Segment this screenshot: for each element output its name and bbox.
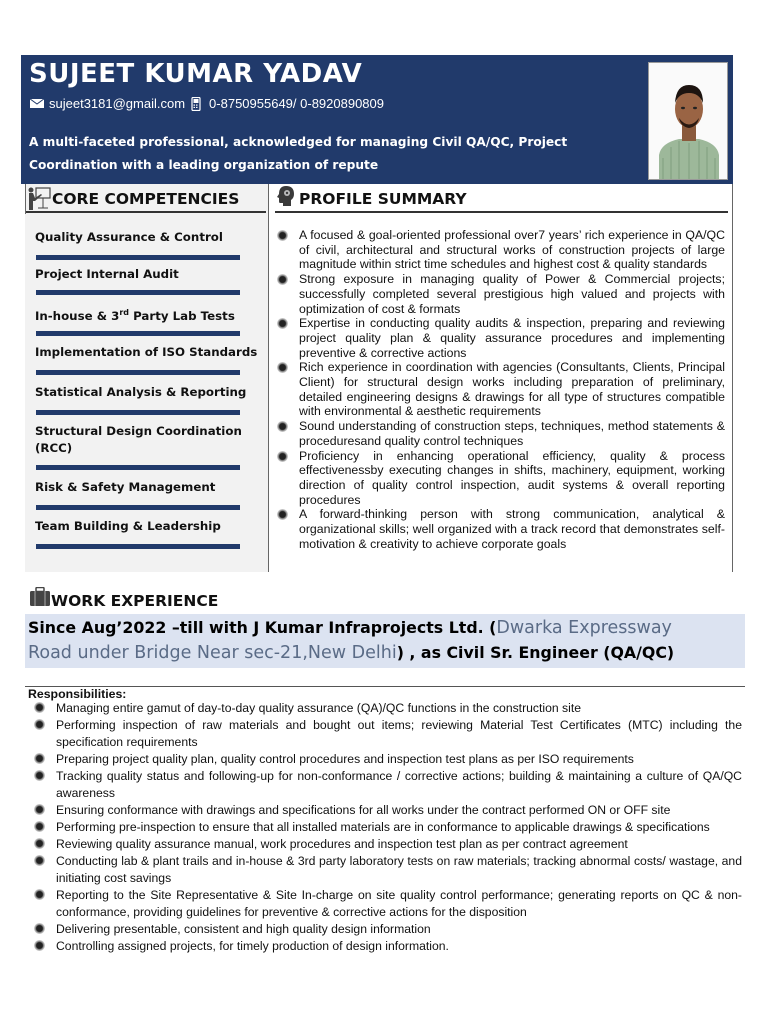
divider — [25, 686, 745, 687]
competency-bar — [36, 370, 240, 375]
list-item: Controlling assigned projects, for timely production of design information. — [30, 938, 742, 955]
job-location: Road under Bridge Near sec-21,New Delhi — [28, 643, 397, 663]
column-divider — [268, 184, 269, 572]
competency-bar — [36, 410, 240, 415]
list-item: Ensuring conformance with drawings and specifications for all works under the contract performed ON or OFF site — [30, 802, 742, 819]
responsibilities-title: Responsibilities: — [28, 687, 127, 701]
list-item: A focused & goal-oriented professional over7 years’ rich experience in QA/QC of civil, architectural and structural works of construction projects of large magnitude within strict time schedules and highest cost & quality standards — [273, 228, 725, 272]
competency-item: In-house & 3rd Party Lab Tests — [35, 308, 235, 323]
list-item: Managing entire gamut of day-to-day quality assurance (QA)/QC functions in the construction site — [30, 700, 742, 717]
profile-summary-title: PROFILE SUMMARY — [299, 190, 467, 208]
bullet-icon — [277, 451, 288, 462]
job-period: Since Aug’2022 –till with J Kumar Infraprojects Ltd. ( — [28, 618, 497, 637]
job-line-2 — [28, 643, 674, 663]
list-item: Performing inspection of raw materials and bought out items; reviewing Material Test Certificates (MTC) including the specification requirements — [30, 717, 742, 751]
briefcase-icon — [29, 587, 51, 607]
competency-bar — [36, 331, 240, 336]
list-item: Preparing project quality plan, quality control procedures and inspection test plans as per ISO requirements — [30, 751, 742, 768]
list-item: Tracking quality status and following-up for non-conformance / corrective actions; building & maintaining a culture of QA/QC awareness — [30, 768, 742, 802]
current-job-heading — [25, 614, 745, 668]
competency-item: Team Building & Leadership — [35, 519, 221, 533]
phone-icon — [191, 97, 201, 111]
competency-item: Quality Assurance & Control — [35, 230, 223, 244]
list-item: Performing pre-inspection to ensure that all installed materials are in conformance to applicable drawings & specifications — [30, 819, 742, 836]
list-item: Proficiency in enhancing operational efficiency, quality & process effectivenessby executing changes in shifts, machinery, equipment, working direction of quality control inspection, audit systems & overall reporting procedures — [273, 449, 725, 508]
email-text[interactable]: sujeet3181@gmail.com — [49, 96, 186, 111]
profile-summary-list — [273, 228, 725, 551]
list-item: Reporting to the Site Representative & Site In-charge on site quality control performance; generating reports on QC & non-conformance, providing guidelines for preventive & corrective actions for the disposition — [30, 887, 742, 921]
job-role: ) , as Civil Sr. Engineer (QA/QC) — [396, 643, 675, 662]
panel-border-right — [732, 184, 733, 572]
bullet-icon — [277, 230, 288, 241]
envelope-icon — [29, 98, 45, 109]
bullet-icon — [34, 821, 45, 832]
list-item: Reviewing quality assurance manual, work procedures and inspection test plan as per contract agreement — [30, 836, 742, 853]
candidate-name: SUJEET KUMAR YADAV — [29, 59, 363, 89]
title-underline — [26, 211, 266, 213]
bullet-icon — [277, 274, 288, 285]
bullet-icon — [277, 509, 288, 520]
list-item: Conducting lab & plant trails and in-house & 3rd party laboratory tests on raw materials; tracking abnormal costs/ wastage, and initiating cost savings — [30, 853, 742, 887]
bullet-icon — [277, 362, 288, 373]
bullet-icon — [34, 889, 45, 900]
profile-photo — [648, 62, 728, 180]
panel-border — [25, 184, 26, 214]
list-item: Strong exposure in managing quality of Power & Commercial projects; successfully completed several prestigious high valued and projects with optimization of cost & formats — [273, 272, 725, 316]
title-underline — [275, 211, 728, 213]
list-item: Sound understanding of construction steps, techniques, method statements & proceduresand quality control techniques — [273, 419, 725, 448]
competency-item: Structural Design Coordination (RCC) — [35, 424, 242, 455]
header-banner — [21, 55, 733, 184]
professional-tagline: A multi-faceted professional, acknowledged for managing Civil QA/QC, Project Coordination with a leading organization of repute — [29, 135, 568, 172]
competency-item: Implementation of ISO Standards — [35, 345, 258, 359]
presenter-icon — [27, 186, 51, 212]
responsibilities-list — [30, 700, 742, 955]
bullet-icon — [34, 804, 45, 815]
bullet-icon — [34, 719, 45, 730]
competency-item: Risk & Safety Management — [35, 480, 216, 494]
competency-item: Statistical Analysis & Reporting — [35, 385, 247, 399]
competency-item: Project Internal Audit — [35, 267, 179, 281]
bullet-icon — [34, 855, 45, 866]
list-item: Expertise in conducting quality audits & inspection, preparing and reviewing project quality plan & quality assurance procedures and implementing preventive & corrective actions — [273, 316, 725, 360]
list-item: Rich experience in coordination with agencies (Consultants, Clients, Principal Client) for structural design works including preparation of preliminary, detailed engineering designs & drawings for all type of structures compatible with environmental & aesthetic requirements — [273, 360, 725, 419]
competency-bar — [36, 290, 240, 295]
job-location: Dwarka Expressway — [496, 618, 672, 638]
phone-text: 0-8750955649/ 0-8920890809 — [209, 96, 384, 111]
competency-bar — [36, 544, 240, 549]
head-gears-icon — [276, 185, 296, 207]
job-line-1 — [28, 618, 672, 638]
competency-bar — [36, 505, 240, 510]
work-experience-title: WORK EXPERIENCE — [51, 592, 219, 610]
bullet-icon — [277, 318, 288, 329]
bullet-icon — [34, 702, 45, 713]
core-competencies-title: CORE COMPETENCIES — [52, 190, 240, 208]
list-item: Delivering presentable, consistent and high quality design information — [30, 921, 742, 938]
bullet-icon — [34, 923, 45, 934]
competency-bar — [36, 465, 240, 470]
bullet-icon — [34, 770, 45, 781]
bullet-icon — [34, 940, 45, 951]
bullet-icon — [34, 838, 45, 849]
bullet-icon — [34, 753, 45, 764]
competency-bar — [36, 255, 240, 260]
bullet-icon — [277, 421, 288, 432]
contact-line — [29, 96, 384, 111]
list-item: A forward-thinking person with strong communication, analytical & organizational skills; well organized with a track record that demonstrates self-motivation & creativity to achieve corporate goals — [273, 507, 725, 551]
